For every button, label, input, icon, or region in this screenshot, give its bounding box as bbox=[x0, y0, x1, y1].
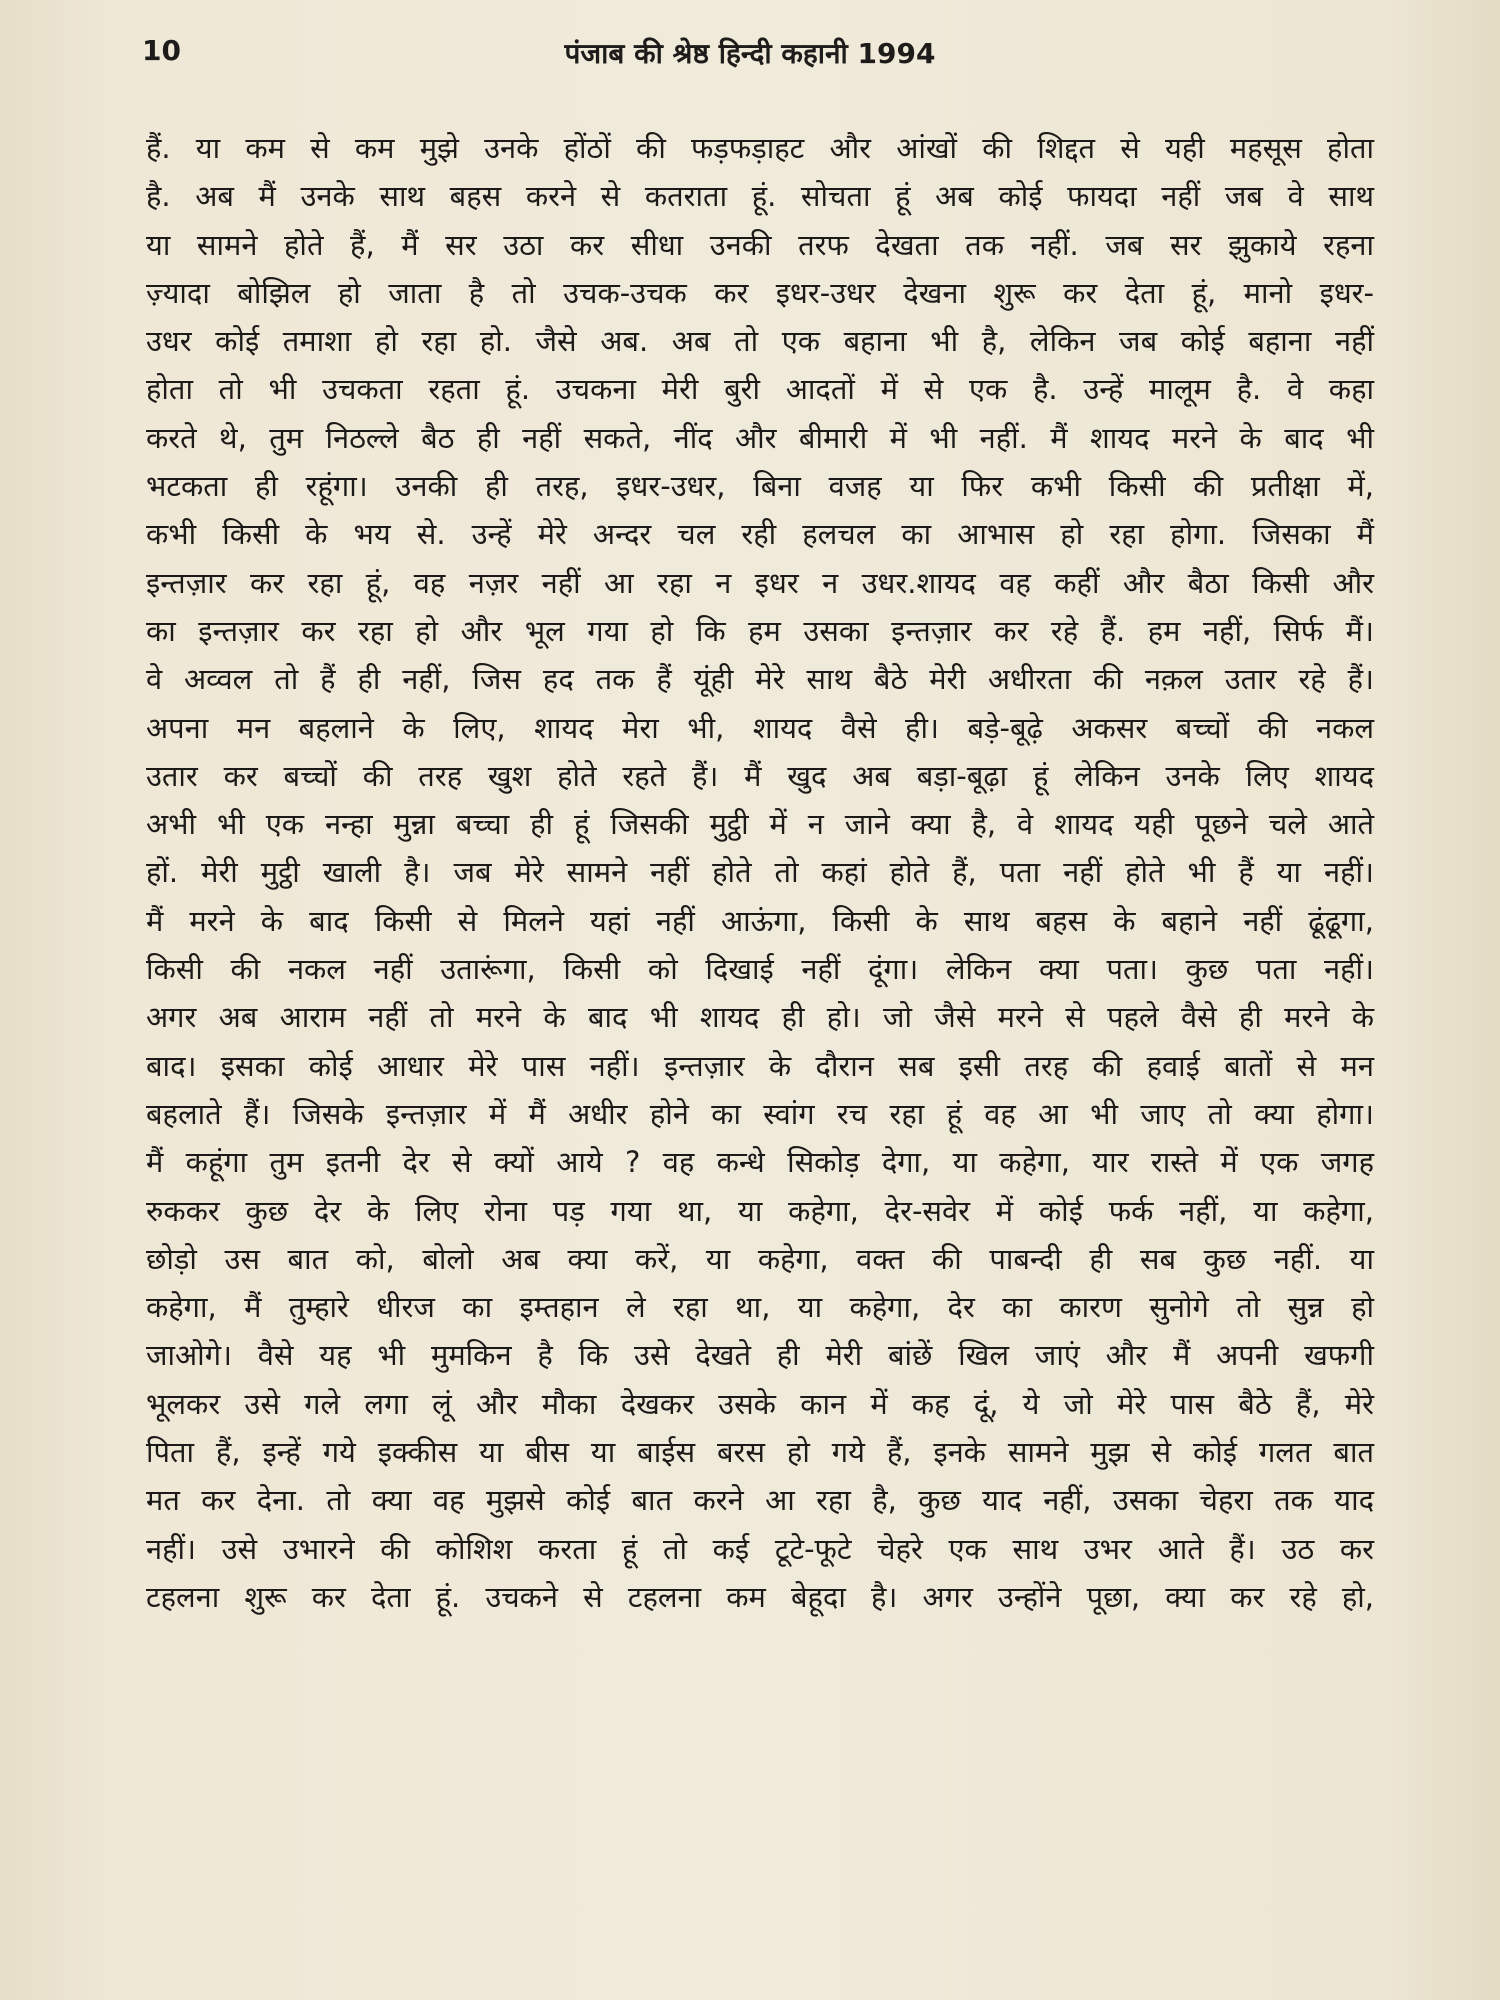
text-line: भटकता ही रहूंगा। उनकी ही तरह, इधर-उधर, बिना वजह या फिर कभी किसी की प्रतीक्षा में, bbox=[146, 469, 1374, 504]
text-line: या सामने होते हैं, मैं सर उठा कर सीधा उनकी तरफ देखता तक नहीं. जब सर झुकाये रहना bbox=[146, 227, 1374, 262]
text-line: मैं मरने के बाद किसी से मिलने यहां नहीं आऊंगा, किसी के साथ बहस के बहाने नहीं ढूंढूगा, bbox=[146, 903, 1374, 938]
text-line: कभी किसी के भय से. उन्हें मेरे अन्दर चल रही हलचल का आभास हो रहा होगा. जिसका मैं bbox=[146, 517, 1374, 552]
text-line: मैं कहूंगा तुम इतनी देर से क्यों आये ? वह कन्धे सिकोड़ देगा, या कहेगा, यार रास्ते में एक जगह bbox=[146, 1145, 1374, 1180]
text-line: पिता हैं, इन्हें गये इक्कीस या बीस या बाईस बरस हो गये हैं, इनके सामने मुझ से कोई गलत बात bbox=[146, 1435, 1374, 1470]
text-line: इन्तज़ार कर रहा हूं, वह नज़र नहीं आ रहा न इधर न उधर.शायद वह कहीं और बैठा किसी और bbox=[146, 565, 1374, 600]
text-line: उधर कोई तमाशा हो रहा हो. जैसे अब. अब तो एक बहाना भी है, लेकिन जब कोई बहाना नहीं bbox=[146, 324, 1374, 359]
text-line: करते थे, तुम निठल्ले बैठ ही नहीं सकते, नींद और बीमारी में भी नहीं. मैं शायद मरने के बाद भी bbox=[146, 420, 1374, 455]
text-line: वे अव्वल तो हैं ही नहीं, जिस हद तक हैं यूंही मेरे साथ बैठे मेरी अधीरता की नक़ल उतार रहे हैं। bbox=[146, 662, 1374, 697]
text-line: ज़्यादा बोझिल हो जाता है तो उचक-उचक कर इधर-उधर देखना शुरू कर देता हूं, मानो इधर- bbox=[146, 275, 1374, 310]
text-line: बहलाते हैं। जिसके इन्तज़ार में मैं अधीर होने का स्वांग रच रहा हूं वह आ भी जाए तो क्या होगा। bbox=[146, 1096, 1374, 1131]
page-header bbox=[0, 30, 1500, 80]
text-line: टहलना शुरू कर देता हूं. उचकने से टहलना कम बेहूदा है। अगर उन्होंने पूछा, क्या कर रहे हो, bbox=[146, 1579, 1374, 1614]
text-line: होता तो भी उचकता रहता हूं. उचकना मेरी बुरी आदतों में से एक है. उन्हें मालूम है. वे कहा bbox=[146, 372, 1374, 407]
text-line: हैं. या कम से कम मुझे उनके होंठों की फड़फड़ाहट और आंखों की शिद्दत से यही महसूस होता bbox=[146, 131, 1374, 165]
text-line: है. अब मैं उनके साथ बहस करने से कतराता हूं. सोचता हूं अब कोई फायदा नहीं जब वे साथ bbox=[146, 179, 1374, 214]
page-number: 10 bbox=[142, 34, 181, 67]
text-line: छोड़ो उस बात को, बोलो अब क्या करें, या कहेगा, वक्त की पाबन्दी ही सब कुछ नहीं. या bbox=[146, 1241, 1374, 1276]
text-line: अभी भी एक नन्हा मुन्ना बच्चा ही हूं जिसकी मुट्ठी में न जाने क्या है, वे शायद यही पूछने चले आते bbox=[146, 807, 1374, 842]
text-line: किसी की नकल नहीं उतारूंगा, किसी को दिखाई नहीं दूंगा। लेकिन क्या पता। कुछ पता नहीं। bbox=[146, 952, 1374, 987]
text-line: का इन्तज़ार कर रहा हो और भूल गया हो कि हम उसका इन्तज़ार कर रहे हैं. हम नहीं, सिर्फ मैं। bbox=[146, 613, 1374, 648]
text-line: कहेगा, मैं तुम्हारे धीरज का इम्तहान ले रहा था, या कहेगा, देर का कारण सुनोगे तो सुन्न हो bbox=[146, 1290, 1374, 1325]
text-line: रुककर कुछ देर के लिए रोना पड़ गया था, या कहेगा, देर-सवेर में कोई फर्क नहीं, या कहेगा, bbox=[146, 1193, 1374, 1228]
text-line: जाओगे। वैसे यह भी मुमकिन है कि उसे देखते ही मेरी बांछें खिल जाएं और मैं अपनी खफगी bbox=[146, 1338, 1374, 1373]
text-line: अपना मन बहलाने के लिए, शायद मेरा भी, शायद वैसे ही। बड़े-बूढ़े अकसर बच्चों की नकल bbox=[146, 710, 1374, 745]
text-line: हों. मेरी मुट्ठी खाली है। जब मेरे सामने नहीं होते तो कहां होते हैं, पता नहीं होते भी हैं या नहीं। bbox=[146, 855, 1374, 890]
text-line: उतार कर बच्चों की तरह खुश होते रहते हैं। मैं खुद अब बड़ा-बूढ़ा हूं लेकिन उनके लिए शायद bbox=[146, 758, 1374, 793]
text-line: भूलकर उसे गले लगा लूं और मौका देखकर उसके कान में कह दूं, ये जो मेरे पास बैठे हैं, मेरे bbox=[146, 1386, 1374, 1421]
running-title: पंजाब की श्रेष्ठ हिन्दी कहानी 1994 bbox=[564, 37, 936, 70]
body-text bbox=[146, 124, 1374, 1621]
text-line: मत कर देना. तो क्या वह मुझसे कोई बात करने आ रहा है, कुछ याद नहीं, उसका चेहरा तक याद bbox=[146, 1483, 1374, 1518]
text-line: अगर अब आराम नहीं तो मरने के बाद भी शायद ही हो। जो जैसे मरने से पहले वैसे ही मरने के bbox=[146, 1000, 1374, 1035]
text-line: नहीं। उसे उभारने की कोशिश करता हूं तो कई टूटे-फूटे चेहरे एक साथ उभर आते हैं। उठ कर bbox=[146, 1531, 1374, 1566]
text-line: बाद। इसका कोई आधार मेरे पास नहीं। इन्तज़ार के दौरान सब इसी तरह की हवाई बातों से मन bbox=[146, 1048, 1374, 1083]
